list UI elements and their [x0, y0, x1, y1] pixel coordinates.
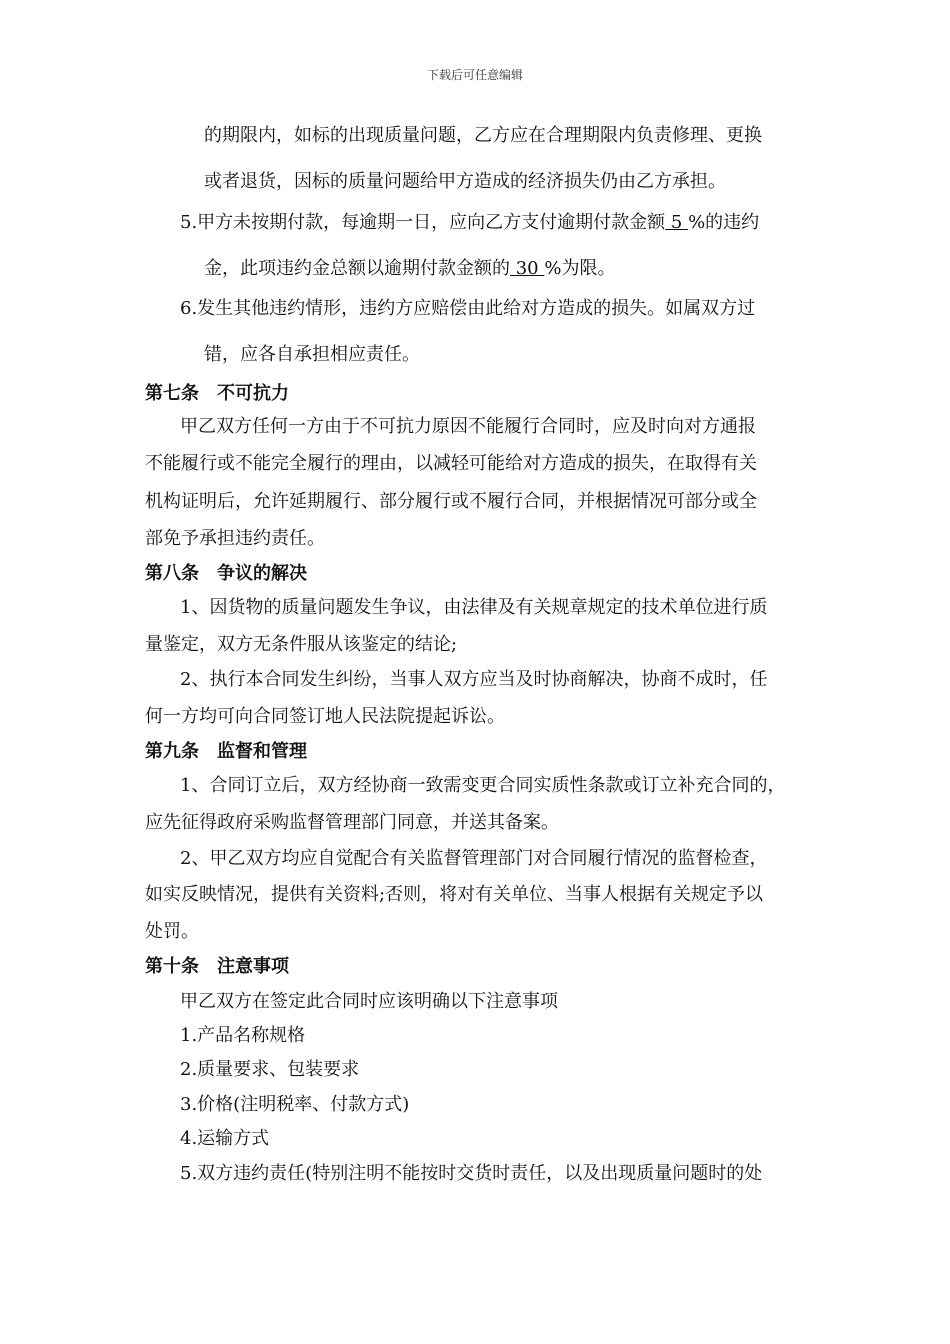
- text-line: 的期限内，如标的出现质量问题，乙方应在合理期限内负责修理、更换: [204, 125, 762, 146]
- text-line: 处罚。: [145, 921, 199, 942]
- list-item: 1.产品名称规格: [180, 1025, 306, 1046]
- text-segment: %为限。: [544, 258, 616, 279]
- text-line: 或者退货，因标的质量问题给甲方造成的经济损失仍由乙方承担。: [204, 171, 726, 192]
- text-line: 甲乙双方任何一方由于不可抗力原因不能履行合同时，应及时向对方通报: [180, 416, 756, 437]
- section-heading: 第七条 不可抗力: [145, 383, 289, 404]
- section-heading: 第八条 争议的解决: [145, 563, 307, 584]
- text-line: 2、执行本合同发生纠纷，当事人双方应当及时协商解决，协商不成时，任: [180, 669, 768, 690]
- page-header: 下载后可任意编辑: [426, 68, 523, 82]
- penalty-rate-value: 5: [665, 212, 689, 233]
- penalty-limit-line: [204, 257, 615, 281]
- text-segment: %的违约: [688, 212, 760, 233]
- text-line: 1、因货物的质量问题发生争议，由法律及有关规章规定的技术单位进行质: [180, 597, 768, 618]
- text-segment: 金，此项违约金总额以逾期付款金额的: [204, 258, 510, 279]
- text-line: 6.发生其他违约情形，违约方应赔偿由此给对方造成的损失。如属双方过: [180, 298, 756, 319]
- text-line: 应先征得政府采购监督管理部门同意，并送其备案。: [145, 812, 559, 833]
- list-item: 4.运输方式: [180, 1128, 270, 1149]
- text-line: 量鉴定，双方无条件服从该鉴定的结论;: [145, 634, 458, 655]
- text-line: 不能履行或不能完全履行的理由，以减轻可能给对方造成的损失，在取得有关: [145, 453, 757, 474]
- text-line: 部免予承担违约责任。: [145, 528, 325, 549]
- section-heading: 第九条 监督和管理: [145, 741, 307, 762]
- text-line: 2、甲乙双方均应自觉配合有关监督管理部门对合同履行情况的监督检查，: [180, 848, 768, 869]
- text-segment: 5.甲方未按期付款，每逾期一日，应向乙方支付逾期付款金额: [180, 212, 666, 233]
- text-line: 1、合同订立后，双方经协商一致需变更合同实质性条款或订立补充合同的，: [180, 775, 786, 796]
- penalty-limit-value: 30: [510, 258, 545, 279]
- list-item: 3.价格(注明税率、付款方式): [180, 1094, 410, 1115]
- penalty-clause-line: [180, 211, 759, 235]
- section-heading: 第十条 注意事项: [145, 956, 289, 977]
- text-line: 甲乙双方在签定此合同时应该明确以下注意事项: [180, 991, 558, 1012]
- text-line: 机构证明后，允许延期履行、部分履行或不履行合同，并根据情况可部分或全: [145, 491, 757, 512]
- text-line: 何一方均可向合同签订地人民法院提起诉讼。: [145, 706, 505, 727]
- list-item: 5.双方违约责任(特别注明不能按时交货时责任，以及出现质量问题时的处: [180, 1163, 763, 1184]
- list-item: 2.质量要求、包装要求: [180, 1059, 360, 1080]
- text-line: 如实反映情况，提供有关资料;否则，将对有关单位、当事人根据有关规定予以: [145, 884, 764, 905]
- text-line: 错，应各自承担相应责任。: [204, 344, 420, 365]
